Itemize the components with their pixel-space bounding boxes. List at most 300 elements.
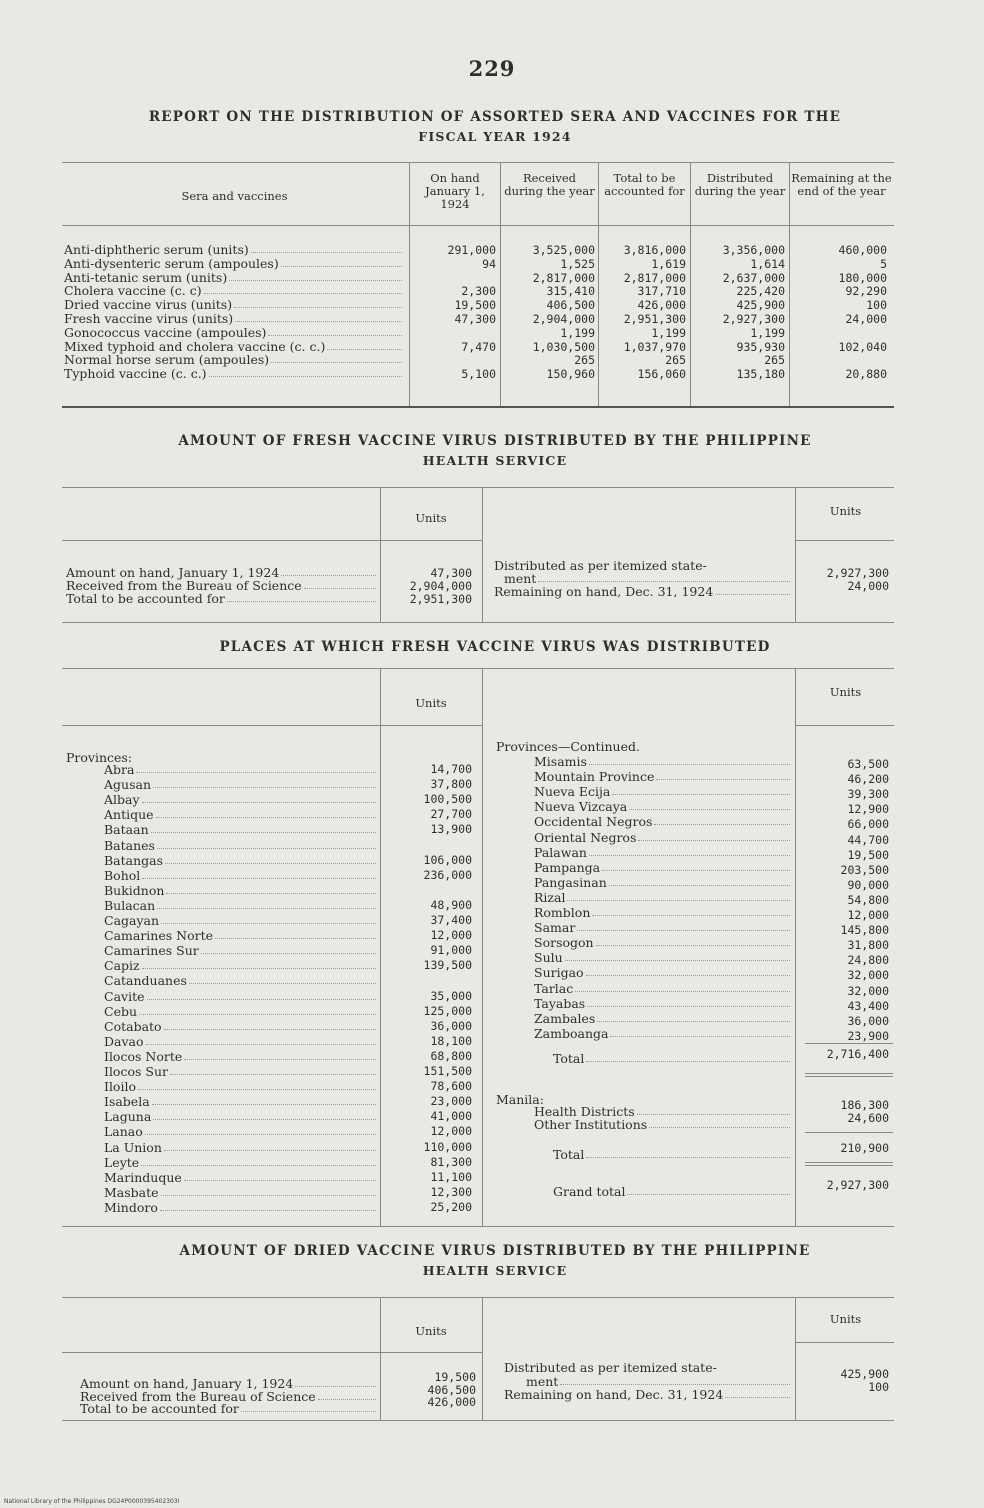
leader-dots [204, 285, 402, 294]
table1-cell-distributed: 2,927,300 [722, 312, 785, 326]
table3-province-name: Agusan [104, 777, 151, 793]
table1-cell-remaining: 180,000 [838, 270, 887, 285]
table2-units-header-right: Units [829, 504, 862, 518]
leader-dots [141, 1157, 376, 1166]
leader-dots [638, 832, 790, 841]
table3-province-name-row [104, 867, 378, 883]
table3-province-value: 44,700 [847, 832, 889, 847]
table3-province-name: Batangas [104, 852, 164, 868]
table3-total-rule-bottom [805, 1073, 893, 1074]
footer-credit: National Library of the Philippines DG24P0000395402303I [4, 1498, 180, 1505]
table3-province-name-row [104, 779, 378, 791]
table3-province-name-row [104, 1169, 378, 1185]
table4-left-value: 19,500 [434, 1370, 476, 1384]
table2-left-value: 2,904,000 [409, 579, 472, 593]
table1-cell-received: 2,817,000 [532, 270, 595, 285]
table1-cell-total: 1,619 [651, 256, 686, 271]
table3-province-name-row [534, 771, 792, 783]
table3-province-value: 11,100 [430, 1169, 472, 1184]
leader-dots [575, 983, 790, 992]
table1-top-rule [62, 162, 894, 163]
table3-province-value: 81,300 [430, 1154, 472, 1169]
table3-province-value: 90,000 [847, 877, 889, 892]
table3-province-name-row [104, 837, 378, 853]
table3-province-name-row [534, 952, 792, 964]
table3-province-name-row [534, 967, 792, 979]
table1-cell-remaining: 5 [880, 256, 887, 271]
table1-cell-received: 1,030,500 [532, 339, 595, 354]
table3-province-value: 63,500 [847, 757, 889, 771]
leader-dots [612, 786, 790, 795]
table4-right-value: 425,900 [840, 1367, 889, 1381]
leader-dots [251, 244, 402, 253]
table3-province-value: 19,500 [847, 847, 889, 862]
leader-dots [157, 840, 376, 849]
leader-dots [627, 1186, 790, 1195]
table2-right-value: 2,927,300 [826, 566, 889, 580]
table1-row-name: Fresh vaccine virus (units) [64, 311, 234, 326]
table3-total-rule-top [805, 1043, 893, 1044]
leader-dots [234, 299, 402, 308]
leader-dots [142, 870, 376, 879]
table1-row-name-row [64, 244, 404, 256]
table3-province-name: Ilocos Sur [104, 1064, 168, 1079]
table2-col-divider [482, 488, 483, 622]
leader-dots [189, 975, 376, 984]
table2-right-label-line2: ment [504, 571, 537, 586]
table3-grand-total-value: 2,927,300 [826, 1178, 889, 1192]
table4-left-label-row [80, 1403, 378, 1415]
table4-left-label: Received from the Bureau of Science [80, 1388, 316, 1404]
table3-province-name: Zambales [534, 1010, 596, 1026]
leader-dots [318, 1391, 376, 1400]
table1-cell-on-hand: 7,470 [461, 339, 496, 354]
leader-dots [146, 1036, 376, 1045]
table3-province-name: Oriental Negros [534, 829, 637, 845]
leader-dots [170, 1066, 376, 1075]
table1-cell-distributed: 425,900 [736, 298, 785, 313]
table3-province-name: Capiz [104, 958, 140, 974]
table1-cell-received: 265 [574, 353, 595, 368]
table3-province-name: Antique [104, 807, 154, 823]
table3-top-rule [62, 668, 894, 669]
table3-province-name: Pangasinan [534, 874, 607, 890]
table3-province-name-row [104, 1048, 378, 1064]
table3-province-value: 46,200 [847, 772, 889, 787]
table4-top-rule [62, 1297, 894, 1298]
table3-province-name-row [104, 1018, 378, 1034]
table1-cell-received: 1,199 [560, 325, 595, 340]
table1-row-name-row [64, 255, 404, 271]
table1-cell-received: 406,500 [546, 298, 595, 313]
table1-cell-total: 156,060 [637, 367, 686, 382]
table3-province-value: 41,000 [430, 1109, 472, 1124]
table1-cell-received: 150,960 [546, 367, 595, 382]
table3-total-label-row [553, 1053, 792, 1065]
table3-province-name-row [104, 960, 378, 972]
table3-province-name: Leyte [104, 1154, 140, 1170]
leader-dots [227, 593, 376, 602]
table1-row-name-row [64, 299, 404, 311]
table3-manila-rule-bottom2 [805, 1165, 893, 1166]
table3-total-value: 2,716,400 [826, 1047, 889, 1061]
table3-province-value: 78,600 [430, 1079, 472, 1094]
table4-right-label-row [504, 1389, 792, 1401]
table1-cell-on-hand: 291,000 [447, 243, 496, 257]
leader-dots [241, 1403, 376, 1412]
table3-province-name-row [104, 764, 378, 776]
leader-dots [229, 272, 402, 281]
leader-dots [142, 960, 376, 969]
table3-province-value: 24,800 [847, 953, 889, 968]
table3-province-name: Sulu [534, 950, 563, 966]
table1-cell-received: 3,525,000 [532, 243, 595, 257]
table1-cell-received: 2,904,000 [532, 312, 595, 326]
table1-row-name-row [64, 269, 404, 285]
table1-row-name: Anti-diphtheric serum (units) [64, 242, 249, 257]
table3-province-name: Bukidnon [104, 882, 165, 898]
table3-province-name-row [104, 852, 378, 868]
table1-row-name-row [64, 368, 404, 380]
table3-province-value: 100,500 [423, 792, 472, 807]
table1-title-line1: REPORT ON THE DISTRIBUTION OF ASSORTED SERA AND VACCINES FOR THE [148, 109, 842, 125]
table1-cell-remaining: 460,000 [838, 243, 887, 257]
leader-dots [577, 922, 790, 931]
table3-manila-name: Health Districts [534, 1104, 635, 1119]
table3-province-name: Pampanga [534, 859, 601, 875]
table1-cell-remaining: 100 [866, 298, 887, 313]
table1-cell-distributed: 135,180 [736, 367, 785, 382]
table3-province-value: 12,000 [430, 1124, 472, 1139]
table3-province-name-row [104, 975, 378, 987]
table3-province-value: 23,000 [430, 1094, 472, 1109]
table4-title [80, 1242, 910, 1280]
table3-province-name: Iloilo [104, 1079, 136, 1095]
table3-province-value: 66,000 [847, 817, 889, 832]
table3-left-heading: Provinces: [66, 750, 133, 765]
table3-manila-value: 24,600 [847, 1111, 889, 1125]
leader-dots [725, 1389, 790, 1398]
table1-title [80, 108, 910, 146]
table3-province-name: Rizal [534, 889, 566, 905]
table3-province-name: Romblon [534, 905, 591, 920]
table2-bottom-rule [62, 622, 894, 623]
leader-dots [715, 586, 790, 595]
leader-dots [156, 809, 376, 818]
leader-dots [201, 945, 376, 954]
table2-top-rule [62, 487, 894, 488]
table3-province-name-row [534, 922, 792, 934]
leader-dots [145, 1126, 376, 1135]
table3-province-name: Tarlac [534, 980, 574, 996]
table1-cell-on-hand: 47,300 [454, 312, 496, 326]
leader-dots [327, 341, 402, 350]
table3-province-name: Cebu [104, 1003, 138, 1019]
table3-col-divider [482, 669, 483, 1226]
table3-province-value: 106,000 [423, 852, 472, 867]
table3-manila-rule-bottom [805, 1162, 893, 1163]
leader-dots [153, 1111, 376, 1120]
leader-dots [304, 580, 376, 589]
table3-province-name: Catanduanes [104, 973, 187, 989]
table2-title-line2: HEALTH SERVICE [422, 453, 568, 468]
table3-province-name: Cotabato [104, 1018, 162, 1034]
table2-units-header-left: Units [415, 511, 447, 525]
leader-dots [610, 1028, 790, 1037]
table3-manila-value: 186,300 [840, 1098, 889, 1112]
leader-dots [589, 756, 790, 765]
table3-grand-total-label: Grand total [553, 1184, 626, 1199]
table1-header-name: Sera and vaccines [181, 189, 288, 203]
table1-row-name: Cholera vaccine (c. c) [64, 283, 202, 299]
table3-units-header-left: Units [415, 696, 447, 710]
table1-cell-remaining: 92,290 [845, 284, 887, 299]
leader-dots [592, 907, 790, 916]
table4-units-header-right: Units [829, 1312, 862, 1326]
table3-province-name: Masbate [104, 1184, 159, 1200]
table4-right-label: Remaining on hand, Dec. 31, 1924 [504, 1387, 724, 1402]
table3-province-name-row [104, 1003, 378, 1019]
leader-dots [586, 1053, 790, 1062]
table3-province-name-row [534, 816, 792, 828]
table3-province-value: 35,000 [430, 988, 472, 1003]
table3-province-name-row [104, 1081, 378, 1093]
table1-col-divider [690, 163, 691, 406]
table1-row-name-row [64, 285, 404, 297]
table3-province-name: Surigao [534, 965, 584, 981]
table3-total-rule-bottom2 [805, 1076, 893, 1077]
table3-province-name-row [104, 809, 378, 821]
table3-province-value: 139,500 [423, 958, 472, 973]
table2-title-line1: AMOUNT OF FRESH VACCINE VIRUS DISTRIBUTED BY THE PHILIPPINE [178, 433, 812, 449]
table3-manila-total-label-row [553, 1149, 792, 1161]
table4-title-line1: AMOUNT OF DRIED VACCINE VIRUS DISTRIBUTED BY THE PHILIPPINE [179, 1243, 811, 1259]
leader-dots [567, 892, 790, 901]
table2-right-label: Remaining on hand, Dec. 31, 1924 [494, 584, 714, 599]
table1-row-name: Typhoid vaccine (c. c.) [64, 366, 207, 382]
table3-province-name: Ilocos Norte [104, 1048, 183, 1064]
table3-province-name-row [534, 859, 792, 875]
table3-province-name: Albay [104, 792, 140, 808]
table1-cell-on-hand: 2,300 [461, 284, 496, 299]
table3-header-rule-left [62, 725, 482, 726]
table1-row-name: Gonococcus vaccine (ampoules) [64, 324, 267, 340]
table4-right-value: 100 [868, 1380, 889, 1394]
table2-left-value: 47,300 [430, 566, 472, 580]
table1-col-divider [789, 163, 790, 406]
table1-cell-received: 315,410 [546, 284, 595, 299]
table3-province-name: Sorsogon [534, 935, 594, 951]
table1-cell-distributed: 3,356,000 [722, 243, 785, 257]
table3-province-name: Isabela [104, 1094, 150, 1110]
table3-manila-heading: Manila: [496, 1092, 544, 1107]
leader-dots [602, 862, 790, 871]
leader-dots [597, 1013, 790, 1022]
leader-dots [164, 1021, 376, 1030]
table3-province-name: Mountain Province [534, 769, 655, 785]
table3-province-name: Bulacan [104, 897, 156, 913]
table2-left-label: Amount on hand, January 1, 1924 [66, 565, 280, 580]
table3-province-value: 37,400 [430, 913, 472, 927]
table3-province-name-row [104, 915, 378, 927]
table3-province-name: Occidental Negros [534, 814, 653, 830]
table3-province-name-row [534, 801, 792, 813]
table2-right-label-line1: Distributed as per itemized state- [494, 558, 707, 573]
table3-province-name: Palawan [534, 844, 587, 860]
table3-province-value: 12,300 [430, 1184, 472, 1199]
table1-cell-total: 426,000 [637, 298, 686, 313]
table3-province-name-row [534, 1025, 792, 1041]
leader-dots [268, 327, 402, 336]
table1-cell-total: 317,710 [637, 284, 686, 299]
table3-province-name: Camarines Norte [104, 928, 213, 944]
table1-col-divider [409, 163, 410, 406]
table3-manila-name: Other Institutions [534, 1117, 648, 1132]
table3-province-name: La Union [104, 1139, 162, 1155]
leader-dots [157, 900, 376, 909]
table1-cell-distributed: 1,614 [750, 256, 785, 271]
table3-province-value: 54,800 [847, 892, 889, 907]
table3-province-name-row [104, 1111, 378, 1123]
leader-dots [656, 771, 790, 780]
table3-province-value: 31,800 [847, 938, 889, 953]
table1-header-rule [62, 225, 894, 226]
leader-dots [209, 368, 402, 377]
table3-province-name: Batanes [104, 837, 155, 853]
leader-dots [161, 915, 376, 924]
table2-left-value: 2,951,300 [409, 592, 472, 606]
table3-province-value: 110,000 [423, 1139, 472, 1154]
table3-col-divider [795, 669, 796, 1226]
table3-province-name-row [104, 824, 378, 836]
table3-province-value: 91,000 [430, 943, 472, 958]
table3-province-name-row [104, 1199, 378, 1215]
table4-right-label-line2: ment [526, 1374, 559, 1389]
table3-province-name: Davao [104, 1033, 144, 1049]
table2-col-divider [795, 488, 796, 622]
table3-province-value: 32,000 [847, 968, 889, 983]
table3-manila-rule-top [805, 1132, 893, 1133]
table4-col-divider [482, 1298, 483, 1420]
table1-cell-total: 1,199 [651, 325, 686, 340]
leader-dots [649, 1119, 790, 1128]
table3-province-value: 39,300 [847, 787, 889, 802]
leader-dots [271, 354, 402, 363]
table3-province-value: 32,000 [847, 983, 889, 998]
table3-province-value: 12,900 [847, 802, 889, 817]
leader-dots [161, 1187, 376, 1196]
leader-dots [281, 567, 376, 576]
table3-title [80, 638, 910, 657]
table1-row-name-row [64, 354, 404, 366]
table3-province-name: Samar [534, 920, 576, 936]
table3-province-name-row [104, 1096, 378, 1108]
table1-row-name: Normal horse serum (ampoules) [64, 352, 270, 368]
leader-dots [136, 764, 376, 773]
table3-province-name: Mindoro [104, 1199, 158, 1215]
table3-province-name-row [104, 1066, 378, 1078]
table1-header-remaining: Remaining at the end of the year [791, 171, 892, 198]
table3-province-name: Laguna [104, 1109, 152, 1125]
table3-province-name-row [534, 1010, 792, 1026]
table3-grand-total-label-row [553, 1186, 792, 1198]
leader-dots [654, 816, 790, 825]
table3-province-name: Bataan [104, 822, 149, 838]
table4-header-rule-right [795, 1342, 894, 1343]
leader-dots [215, 930, 376, 939]
table3-province-name-row [104, 988, 378, 1004]
table3-province-value: 27,700 [430, 807, 472, 822]
table3-province-name-row [104, 794, 378, 806]
table2-left-label-row [66, 593, 378, 605]
table4-left-value: 406,500 [427, 1382, 476, 1397]
table3-col-divider [380, 669, 381, 1226]
leader-dots [153, 779, 376, 788]
table4-header-rule-left [62, 1352, 482, 1353]
table1-row-name-row [64, 324, 404, 340]
table1-cell-total: 2,951,300 [623, 312, 686, 326]
table3-province-value: 151,500 [423, 1064, 472, 1078]
leader-dots [139, 1006, 376, 1015]
table4-left-value: 426,000 [427, 1395, 476, 1409]
table2-header-rule-right [795, 540, 894, 541]
table3-title-line: PLACES AT WHICH FRESH VACCINE VIRUS WAS DISTRIBUTED [219, 639, 771, 655]
leader-dots [147, 991, 377, 1000]
leader-dots [235, 313, 402, 322]
table2-left-label: Received from the Bureau of Science [66, 578, 302, 593]
table4-title-line2: HEALTH SERVICE [422, 1263, 568, 1278]
table3-province-name: Marinduque [104, 1169, 182, 1185]
leader-dots [586, 967, 790, 976]
table1-title-line2: FISCAL YEAR 1924 [418, 129, 572, 144]
table1-cell-received: 1,525 [560, 256, 595, 271]
table1-cell-remaining: 24,000 [845, 312, 887, 326]
table1-cell-total: 265 [665, 353, 686, 368]
table3-province-name-row [104, 882, 378, 898]
table3-province-name: Abra [104, 762, 135, 777]
table4-col-divider [380, 1298, 381, 1420]
leader-dots [565, 952, 790, 961]
table3-header-rule-right [795, 725, 894, 726]
leader-dots [184, 1051, 376, 1060]
table2-right-label-row [494, 586, 792, 598]
table3-province-value: 37,800 [430, 777, 472, 792]
table3-province-name-row [534, 786, 792, 798]
table2-title [80, 432, 910, 470]
leader-dots [151, 824, 376, 833]
table1-bottom-rule [62, 406, 894, 408]
table1-cell-on-hand: 5,100 [461, 367, 496, 382]
leader-dots [637, 1106, 790, 1115]
table1-cell-total: 3,816,000 [623, 243, 686, 257]
table4-col-divider [795, 1298, 796, 1420]
page-number: 229 [468, 56, 516, 81]
leader-dots [160, 1202, 376, 1211]
table4-units-header-left: Units [415, 1324, 447, 1338]
leader-dots [589, 847, 790, 856]
table3-province-name-row [104, 1139, 378, 1155]
leader-dots [138, 1081, 376, 1090]
table3-province-value: 18,100 [430, 1033, 472, 1048]
table1-header-distributed: Distributed during the year [694, 171, 786, 198]
leader-dots [184, 1172, 376, 1181]
table1-cell-remaining: 20,880 [845, 367, 887, 382]
table3-province-value: 203,500 [840, 862, 889, 877]
table1-cell-distributed: 1,199 [750, 325, 785, 340]
table1-cell-distributed: 225,420 [736, 284, 785, 299]
table3-province-value: 13,900 [430, 822, 472, 837]
table2-left-label: Total to be accounted for [66, 591, 225, 606]
